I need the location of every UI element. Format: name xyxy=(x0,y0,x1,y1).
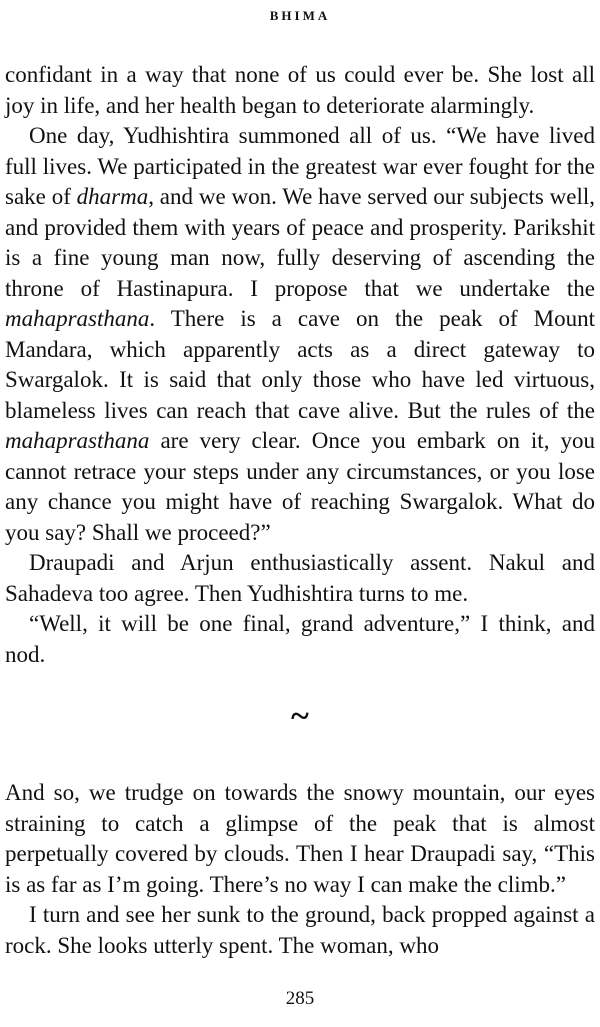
text-run: . There is a cave on the peak of Mount Mandara, which apparently acts as a direct gateway to Swargalok. It is said that only those who have led virtuous, blameless lives can reach that cave alive. But the rules of the xyxy=(5,306,595,423)
text-section-1 xyxy=(5,60,595,670)
text-run: , and we won. We have served our subjects well, and provided them with years of peace and prosperity. Parikshit is a fine young man now, fully deserving of ascending the throne of Hastinapura. I propose that we undertake the xyxy=(5,184,595,301)
paragraph xyxy=(5,548,595,609)
italic-term: mahaprasthana xyxy=(5,306,150,331)
paragraph xyxy=(5,60,595,121)
text-run: “Well, it will be one final, grand adventure,” I think, and nod. xyxy=(5,611,595,667)
section-divider-tilde: ~ xyxy=(291,698,309,735)
running-header: BHIMA xyxy=(269,8,331,23)
paragraph xyxy=(5,900,595,961)
italic-term: dharma xyxy=(76,184,149,209)
paragraph xyxy=(5,121,595,548)
text-run: I turn and see her sunk to the ground, back propped against a rock. She looks utterly spent. The woman, who xyxy=(5,902,595,958)
text-run: And so, we trudge on towards the snowy mountain, our eyes straining to catch a glimpse of the peak that is almost perpetually covered by clouds. Then I hear Draupadi say, “This is as far as I’m going. There’s no way I can make the climb.” xyxy=(5,780,595,897)
italic-term: mahaprasthana xyxy=(5,428,150,453)
text-run: confidant in a way that none of us could ever be. She lost all joy in life, and her health began to deteriorate alarmingly. xyxy=(5,62,595,118)
paragraph xyxy=(5,609,595,670)
text-run: are very clear. Once you embark on it, you cannot retrace your steps under any circumstances, or you lose any chance you might have of reaching Swargalok. What do you say? Shall we proceed?” xyxy=(5,428,595,545)
paragraph xyxy=(5,778,595,900)
text-section-2 xyxy=(5,778,595,961)
text-run: One day, Yudhishtira summoned all of us. “We have lived full lives. We participated in the greatest war ever fought for the sake of xyxy=(5,123,595,209)
page-number: 285 xyxy=(285,988,315,1009)
text-run: Draupadi and Arjun enthusiastically assent. Nakul and Sahadeva too agree. Then Yudhishtira turns to me. xyxy=(5,550,595,606)
